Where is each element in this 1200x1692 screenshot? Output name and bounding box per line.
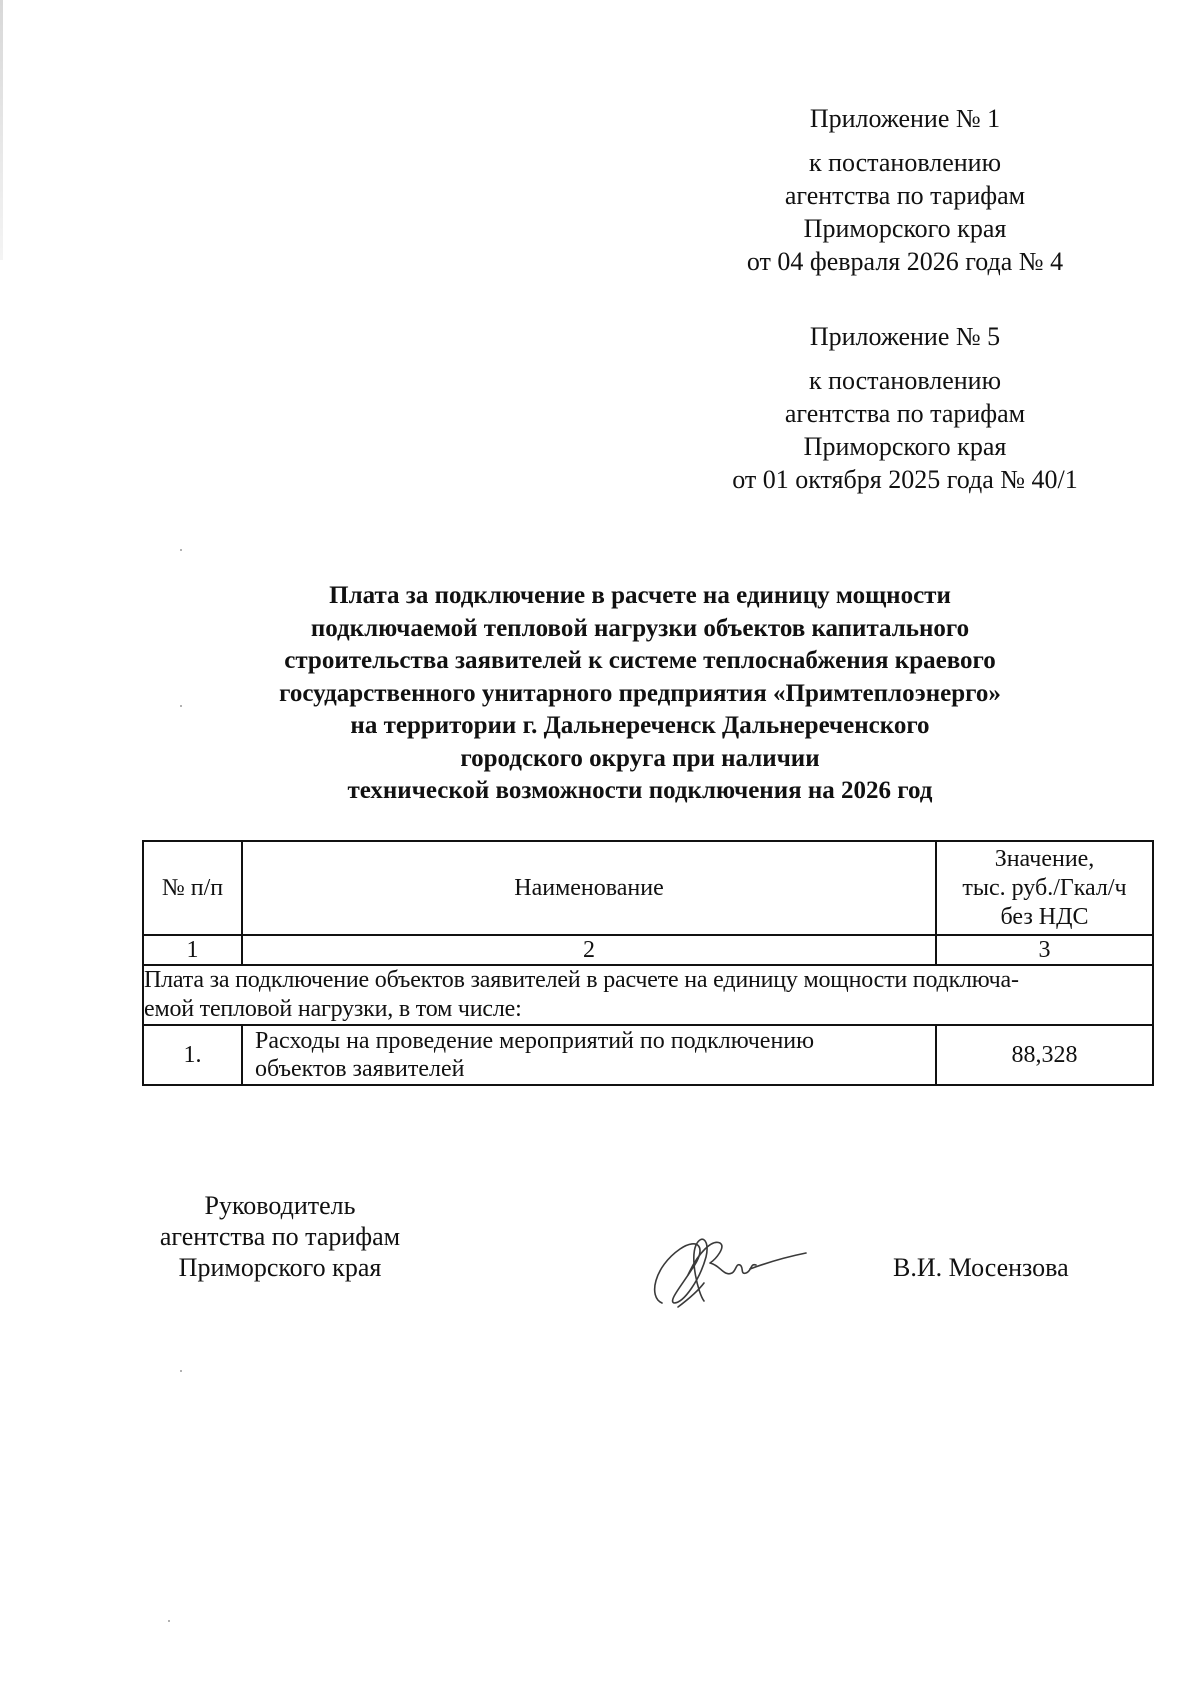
signatory-position-line-2: агентства по тарифам [159,1222,401,1251]
table-header-row [143,841,1153,935]
title-line-6: городского округа при наличии [460,744,820,772]
appendix-5-line-3: Приморского края [803,432,1007,461]
appendix-1-line-4: от 04 февраля 2026 года № 4 [746,247,1064,276]
group-row [143,965,1153,1025]
row-name-line-1: Расходы на проведение мероприятий по подключению [255,1028,815,1054]
column-number-3: 3 [936,935,1153,965]
appendix-1-title: Приложение № 1 [809,104,1001,133]
signatory-position [130,1190,430,1283]
header-value-line-1: Значение, [994,845,1095,872]
title-line-5: на территории г. Дальнереченск Дальнереченского [350,712,930,739]
scan-speck [180,705,182,707]
column-number-row [143,935,1153,965]
row-number: 1. [143,1025,242,1085]
appendix-1-line-2: агентства по тарифам [784,181,1026,210]
scan-speck [168,1620,170,1622]
appendix-5-header [700,320,1110,496]
group-row-cell [143,965,1153,1025]
title-line-7: технической возможности подключения на 2026 год [347,777,933,804]
header-number: № п/п [143,841,242,935]
signature-ink [655,1239,806,1307]
column-number-1: 1 [143,935,242,965]
group-row-line-2: емой тепловой нагрузки, в том числе: [144,996,522,1022]
signatory-position-line-3: Приморского края [178,1253,382,1282]
header-value [936,841,1153,935]
row-value: 88,328 [936,1025,1153,1085]
handwritten-signature [640,1205,810,1315]
appendix-5-line-4: от 01 октября 2025 года № 40/1 [732,465,1078,494]
scan-speck [180,549,182,551]
row-name-line-2: объектов заявителей [255,1056,465,1082]
column-number-2: 2 [242,935,936,965]
signatory-name: В.И. Мосензова [893,1253,1069,1282]
appendix-1-line-3: Приморского края [803,214,1007,243]
header-value-line-3: без НДС [1000,903,1089,930]
title-line-4: государственного унитарного предприятия «Примтеплоэнерго» [279,679,1001,707]
group-row-line-1: Плата за подключение объектов заявителей в расчете на единицу мощности подключа- [144,967,1019,993]
appendix-5-line-1: к постановлению [808,366,1002,395]
row-name [242,1025,936,1085]
table-row [143,1025,1153,1085]
scan-speck [180,1370,182,1372]
scan-page-edge [0,0,3,260]
header-value-line-2: тыс. руб./Гкал/ч [962,874,1127,901]
appendix-5-title: Приложение № 5 [809,322,1001,351]
appendix-5-line-2: агентства по тарифам [784,399,1026,428]
appendix-1-header [700,102,1110,278]
fee-table [142,840,1154,1086]
appendix-1-line-1: к постановлению [808,148,1002,177]
title-line-2: подключаемой тепловой нагрузки объектов капитального [310,614,970,642]
title-line-3: строительства заявителей к системе теплоснабжения краевого [284,647,996,674]
document-title [150,580,1130,808]
title-line-1: Плата за подключение в расчете на единицу мощности [329,582,951,609]
header-name: Наименование [242,841,936,935]
signatory-position-line-1: Руководитель [204,1191,356,1220]
